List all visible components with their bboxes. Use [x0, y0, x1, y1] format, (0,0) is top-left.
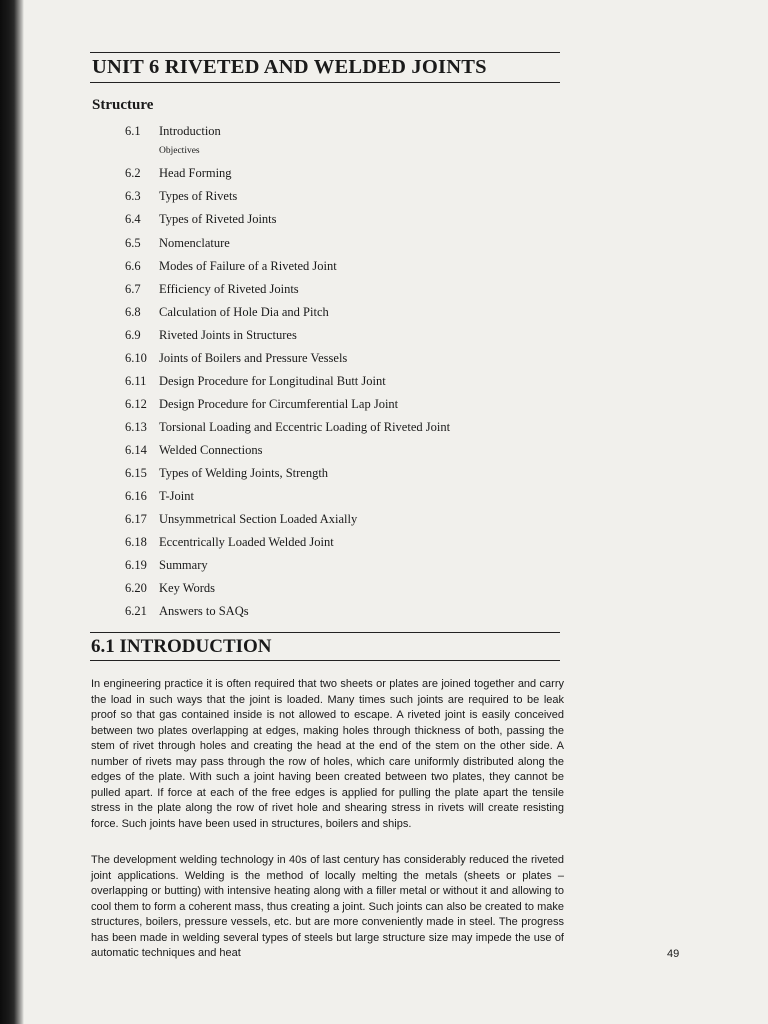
toc-item-number: 6.13 [125, 420, 147, 434]
toc-item-number: 6.18 [125, 535, 147, 549]
toc-subitem-title: Objectives [159, 146, 200, 156]
toc-item-title: Unsymmetrical Section Loaded Axially [159, 512, 358, 526]
toc-item-title: Calculation of Hole Dia and Pitch [159, 305, 329, 319]
top-rule [90, 52, 560, 53]
toc-item-number: 6.16 [125, 489, 147, 503]
toc-item-number: 6.1 [125, 124, 141, 138]
toc-item-title: Head Forming [159, 166, 232, 180]
toc-item-title: Key Words [159, 581, 216, 595]
unit-title: UNIT 6 RIVETED AND WELDED JOINTS [92, 56, 487, 78]
toc-item-title: Design Procedure for Circumferential Lap Joint [159, 397, 399, 411]
toc-item-number: 6.9 [125, 328, 141, 342]
toc-item-number: 6.17 [125, 512, 147, 526]
toc-item-title: Summary [159, 558, 208, 572]
toc-item-number: 6.7 [125, 282, 141, 296]
toc-item-title: Types of Rivets [159, 189, 238, 203]
intro-paragraph-2: The development welding technology in 40s of last century has considerably reduced the riveted joint applications. Welding is the method of locally melting the metals (sheets or plates – overlapping or butting) with intensive heating along with a filler metal or without it and allowing to cool them to form a coherent mass, thus creating a joint. Such joints can also be created to make structures, boilers, pressure vessels, etc. but are more conveniently made in steel. The progress has been made in welding several types of steels but large structure size may impede the use of automatic techniques and heat [91, 854, 564, 959]
toc-item-title: Joints of Boilers and Pressure Vessels [159, 351, 348, 365]
toc-item-title: Eccentrically Loaded Welded Joint [159, 535, 334, 549]
toc-item-number: 6.6 [125, 259, 141, 273]
toc-item-number: 6.15 [125, 466, 147, 480]
toc-item-number: 6.8 [125, 305, 141, 319]
toc-item-title: Modes of Failure of a Riveted Joint [159, 259, 337, 273]
toc-item-number: 6.4 [125, 212, 141, 226]
toc-item-number: 6.3 [125, 189, 141, 203]
toc-item-number: 6.2 [125, 166, 141, 180]
section-underline [90, 660, 560, 661]
toc-item-number: 6.10 [125, 351, 147, 365]
toc-item-title: Introduction [159, 124, 221, 138]
page-number: 49 [667, 948, 680, 960]
section-title: 6.1 INTRODUCTION [91, 636, 272, 657]
toc-item-title: Torsional Loading and Eccentric Loading of Riveted Joint [159, 420, 451, 434]
toc-item-number: 6.14 [125, 443, 147, 457]
toc-item-number: 6.21 [125, 604, 147, 618]
toc-item-title: Answers to SAQs [159, 604, 249, 618]
toc-item-title: Types of Welding Joints, Strength [159, 466, 329, 480]
toc-item-title: Design Procedure for Longitudinal Butt Joint [159, 374, 386, 388]
toc-item-number: 6.11 [125, 374, 147, 388]
section-top-rule [90, 632, 560, 633]
toc-item-number: 6.12 [125, 397, 147, 411]
toc-item-title: Efficiency of Riveted Joints [159, 282, 299, 296]
toc-item-number: 6.19 [125, 558, 147, 572]
title-underline [90, 82, 560, 83]
toc-item-title: Riveted Joints in Structures [159, 328, 297, 342]
toc-item-number: 6.20 [125, 581, 147, 595]
structure-heading: Structure [92, 97, 154, 113]
toc-item-title: Welded Connections [159, 443, 263, 457]
toc-item-number: 6.5 [125, 236, 141, 250]
intro-paragraph-1: In engineering practice it is often required that two sheets or plates are joined together and carry the load in such ways that the joint is loaded. Many times such joints are required to be leak proof so that gas contained inside is not allowed to escape. A riveted joint is easily conceived between two plates overlapping at edges, making holes through thickness of both, passing the stem of rivet through holes and creating the head at the end of the stem on the other side. A number of rivets may pass through the row of holes, which care uniformly distributed along the edges of the plate. With such a joint having been created between two plates, they cannot be pulled apart. If force at each of the free edges is applied for pulling the plate apart the tensile stress in the plate along the row of rivet hole and shearing stress in rivets will create resisting force. Such joints have been used in structures, boilers and ships. [91, 678, 564, 830]
toc-item-title: Nomenclature [159, 236, 230, 250]
toc-item-title: T-Joint [159, 489, 194, 503]
toc-item-title: Types of Riveted Joints [159, 212, 277, 226]
